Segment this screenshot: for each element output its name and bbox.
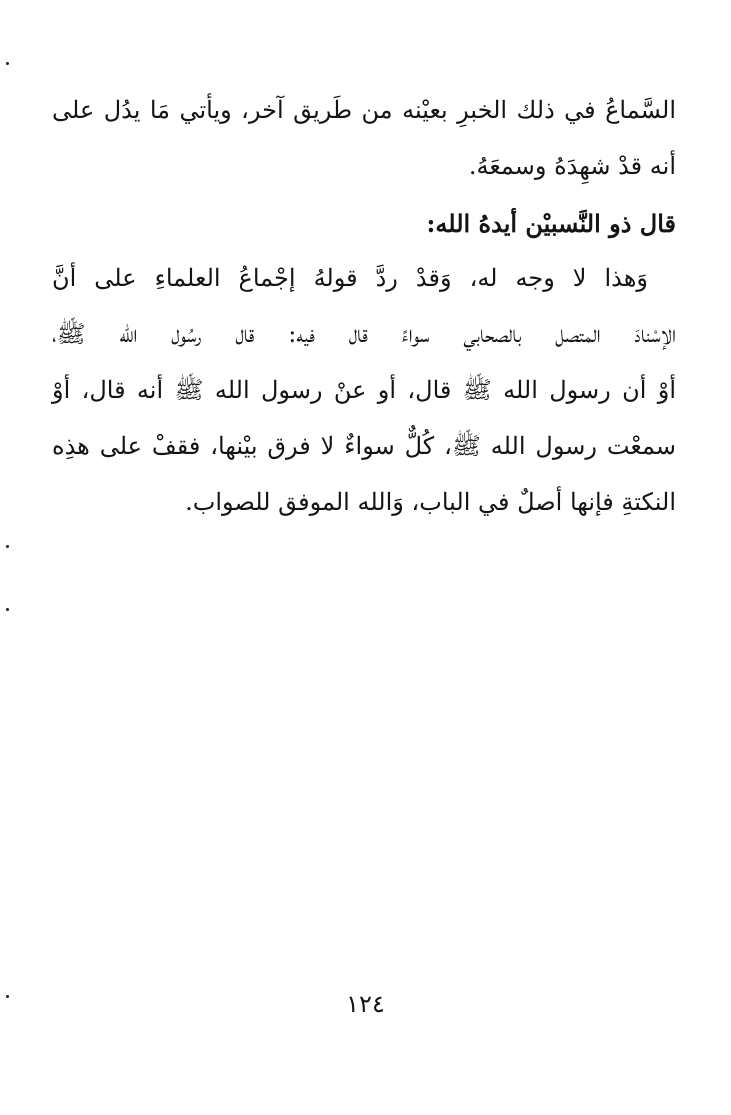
margin-mark (6, 62, 9, 65)
text-line: سمعْت رسول الله ﷺ، كُلٌّ سواءٌ لا فرق بيْنها، فقفْ على هذِه (52, 432, 676, 460)
page-number: ١٢٤ (346, 990, 385, 1018)
text-line: الإسْنادَ المتصل بالصحابي سواءً قال فيه: قال رسُول الله ﷺ، (52, 320, 676, 348)
paragraph-2 (52, 250, 676, 530)
text-line: وَهذا لا وجه له، وَقدْ ردَّ قولهُ إجْماعُ العلماءِ على أنَّ (52, 264, 648, 292)
text-line: أنه قدْ شهِدَهُ وسمعَهُ. (468, 152, 676, 180)
text-line: أوْ أن رسول الله ﷺ قال، أو عنْ رسول الله ﷺ أنه قال، أوْ (52, 376, 676, 404)
text-line: السَّماعُ في ذلك الخبرِ بعيْنه من طَريق آخر، ويأتي مَا يدُل على (52, 96, 676, 124)
margin-mark (6, 545, 9, 548)
margin-mark (6, 608, 9, 611)
paragraph-1 (52, 82, 676, 194)
section-heading: قال ذو النَّسبيْن أيدهُ الله: (426, 209, 676, 238)
text-line: النكتةِ فإنها أصلٌ في الباب، وَالله الموفق للصواب. (185, 488, 676, 516)
